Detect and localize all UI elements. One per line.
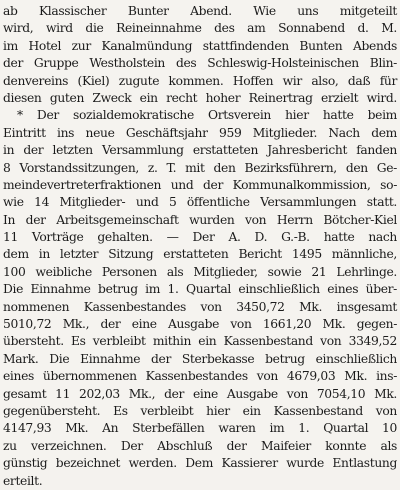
text-line: erteilt. xyxy=(3,473,43,488)
text-line: wird, wird die Reineinnahme des am Sonnabend d. M. xyxy=(3,21,397,36)
text-line: dem in letzter Sitzung erstatteten Bericht 1495 männliche, xyxy=(3,247,397,262)
text-line: denvereins (Kiel) zugute kommen. Hoffen wir also, daß für xyxy=(3,73,397,88)
text-line: * Der sozialdemokratische Ortsverein hier hatte beim xyxy=(17,108,397,123)
text-line: Mark. Die Einnahme der Sterbekasse betrug einschließlich xyxy=(3,351,397,366)
text-line: gegenübersteht. Es verbleibt hier ein Kassenbestand von xyxy=(3,403,397,418)
text-line: günstig bezeichnet werden. Dem Kassierer wurde Entlastung xyxy=(3,456,397,471)
text-line: ab Klassischer Bunter Abend. Wie uns mitgeteilt xyxy=(3,4,397,18)
text-line: in der letzten Versammlung erstatteten Jahresbericht fanden xyxy=(3,143,397,158)
text-line: der Gruppe Westholstein des Schleswig-Holsteinischen Blin- xyxy=(3,56,397,71)
text-line: 8 Vorstandssitzungen, z. T. mit den Bezirksführern, den Ge- xyxy=(3,160,397,175)
text-line: Die Einnahme betrug im 1. Quartal einschließlich eines über- xyxy=(3,282,397,297)
text-line: 100 weibliche Personen als Mitglieder, sowie 21 Lehrlinge. xyxy=(3,264,397,279)
text-line: gesamt 11 202,03 Mk., der eine Ausgabe von 7054,10 Mk. xyxy=(3,386,397,401)
text-line: wie 14 Mitglieder- und 5 öffentliche Versammlungen statt. xyxy=(3,195,397,210)
text-line: 11 Vorträge gehalten. — Der A. D. G.-B. hatte nach xyxy=(3,230,397,245)
text-line: 4147,93 Mk. An Sterbefällen waren im 1. Quartal 10 xyxy=(3,421,397,436)
text-line: nommenen Kassenbestandes von 3450,72 Mk. insgesamt xyxy=(3,299,397,314)
article-column xyxy=(3,3,397,490)
text-line: Eintritt ins neue Geschäftsjahr 959 Mitglieder. Nach dem xyxy=(3,125,397,140)
text-line: im Hotel zur Kanalmündung stattfindenden Bunten Abends xyxy=(3,38,397,53)
text-line: diesen guten Zweck ein recht hoher Reinertrag erzielt wird. xyxy=(3,90,397,105)
text-line: 5010,72 Mk., der eine Ausgabe von 1661,20 Mk. gegen- xyxy=(3,317,397,332)
text-line: zu verzeichnen. Der Abschluß der Maifeier konnte als xyxy=(3,438,397,453)
text-line: In der Arbeitsgemeinschaft wurden von Herrn Bötcher-Kiel xyxy=(3,212,397,227)
text-line: meindevertreterfraktionen und der Kommunalkommission, so- xyxy=(3,177,397,192)
text-line: eines übernommenen Kassenbestandes von 4679,03 Mk. ins- xyxy=(3,369,397,384)
text-line: übersteht. Es verbleibt mithin ein Kassenbestand von 3349,52 xyxy=(3,334,397,349)
